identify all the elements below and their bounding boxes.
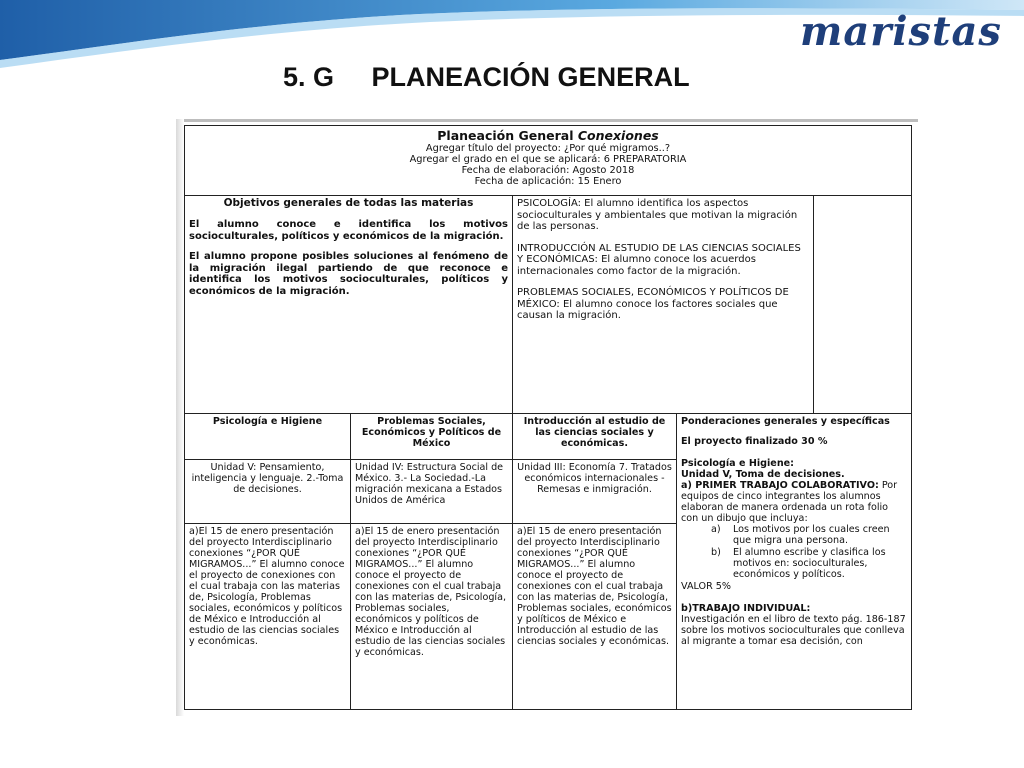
- planning-table: [184, 125, 912, 710]
- list-item: b) El alumno escribe y clasifica los motivos en: socioculturales, económicos y políticos.: [711, 547, 886, 580]
- ponderaciones-heading: Ponderaciones generales y específicas: [681, 416, 890, 427]
- mexico-problems-objective: PROBLEMAS SOCIALES, ECONÓMICOS Y POLÍTICOS DE MÉXICO: El alumno conoce los factores sociales que causan la migración.: [517, 287, 789, 321]
- slide-title-text: PLANEACIÓN GENERAL: [371, 62, 690, 92]
- ponderaciones-cell: [677, 414, 912, 710]
- psychology-objective: PSICOLOGÍA: El alumno identifica los aspectos socioculturales y ambientales que motivan la migración de las personas.: [517, 198, 798, 232]
- list-item: a) Los motivos por los cuales creen que migra una persona.: [711, 524, 890, 546]
- intro-social-sciences-objective: INTRODUCCIÓN AL ESTUDIO DE LAS CIENCIAS SOCIALES Y ECONÓMICAS: El alumno conoce los acuerdos internacionales como factor de la migración.: [517, 242, 801, 277]
- activity-intro-social-sciences: a)El 15 de enero presentación del proyecto Interdisciplinario conexiones “¿POR QUÉ MIGRAMOS...” El alumno conoce el proyecto de conexiones con el cual trabaja con las materias de, Psicología, Problemas sociales, económicos y políticos de México e Introducción al estudio de las ciencias sociales y económicas.: [513, 524, 677, 710]
- general-objectives-heading: Objetivos generales de todas las materias: [223, 197, 474, 209]
- subject-header-psychology: Psicología e Higiene: [185, 414, 351, 460]
- elaboration-date-line: Fecha de elaboración: Agosto 2018: [461, 165, 635, 176]
- activity-psychology: a)El 15 de enero presentación del proyecto Interdisciplinario conexiones “¿POR QUÉ MIGRAMOS...” El alumno conoce el proyecto de conexiones con el cual trabaja con las materias de, Psicología, Problemas sociales, económicos y políticos de México e Introducción al estudio de las ciencias sociales y económicas.: [185, 524, 351, 710]
- first-work-value: VALOR 5%: [681, 581, 732, 592]
- first-work-list: [681, 524, 907, 580]
- unit-psychology: Unidad V: Pensamiento, inteligencia y lenguaje. 2.-Toma de decisiones.: [185, 460, 351, 524]
- slide-number: 5. G: [283, 62, 335, 92]
- ponderaciones-subject: Psicología e Higiene:: [681, 458, 794, 469]
- project-title-line: Agregar título del proyecto: ¿Por qué migramos..?: [425, 143, 671, 154]
- grade-line: Agregar el grado en el que se aplicará: 6 PREPARATORIA: [409, 154, 687, 165]
- unit-mexico-problems: Unidad IV: Estructura Social de México. 3.- La Sociedad.-La migración mexicana a Estados Unidos de América: [351, 460, 513, 524]
- subject-header-intro-social-sciences: Introducción al estudio de las ciencias sociales y económicas.: [513, 414, 677, 460]
- document-left-shade: [176, 119, 184, 716]
- ponderaciones-unit: Unidad V, Toma de decisiones.: [681, 469, 845, 480]
- activity-mexico-problems: a)El 15 de enero presentación del proyecto Interdisciplinario conexiones “¿POR QUÉ MIGRAMOS...” El alumno conoce el proyecto de conexiones con el cual trabaja con las materias de, Psicología, Problemas sociales, económicos y políticos de México e Introducción al estudio de las ciencias sociales y económicas.: [351, 524, 513, 710]
- subject-objectives-cell: [513, 196, 814, 414]
- document-top-border: [176, 119, 918, 122]
- slide-title: [283, 62, 690, 93]
- first-work-description: a) PRIMER TRABAJO COLABORATIVO: Por equipos de cinco integrantes los alumnos elaboran de manera ordenada un rota folio con un dibujo que incluya:: [681, 480, 898, 524]
- table-title: Planeación General Conexiones: [437, 128, 659, 143]
- general-objective-2: El alumno propone posibles soluciones al fenómeno de la migración ilegal partiendo de que reconoce e identifica los motivos socioculturales, políticos y económicos de la migración.: [189, 251, 508, 297]
- maristas-logo: maristas: [800, 8, 1002, 55]
- unit-intro-social-sciences: Unidad III: Economía 7. Tratados económicos internacionales -Remesas e inmigración.: [513, 460, 677, 524]
- application-date-line: Fecha de aplicación: 15 Enero: [474, 176, 622, 187]
- general-objectives-cell: [185, 196, 513, 414]
- subject-header-mexico-problems: Problemas Sociales, Económicos y Políticos de México: [351, 414, 513, 460]
- empty-objective-cell: [814, 196, 912, 414]
- second-work-description: Investigación en el libro de texto pág. 186-187 sobre los motivos socioculturales que conlleva al migrante a tomar esa decisión, con: [681, 614, 906, 647]
- general-objective-1: El alumno conoce e identifica los motivos socioculturales, políticos y económicos de la migración.: [189, 219, 508, 242]
- final-project-weight: El proyecto finalizado 30 %: [681, 436, 828, 447]
- second-work-label: b)TRABAJO INDIVIDUAL:: [681, 603, 811, 614]
- table-header-cell: [185, 126, 912, 196]
